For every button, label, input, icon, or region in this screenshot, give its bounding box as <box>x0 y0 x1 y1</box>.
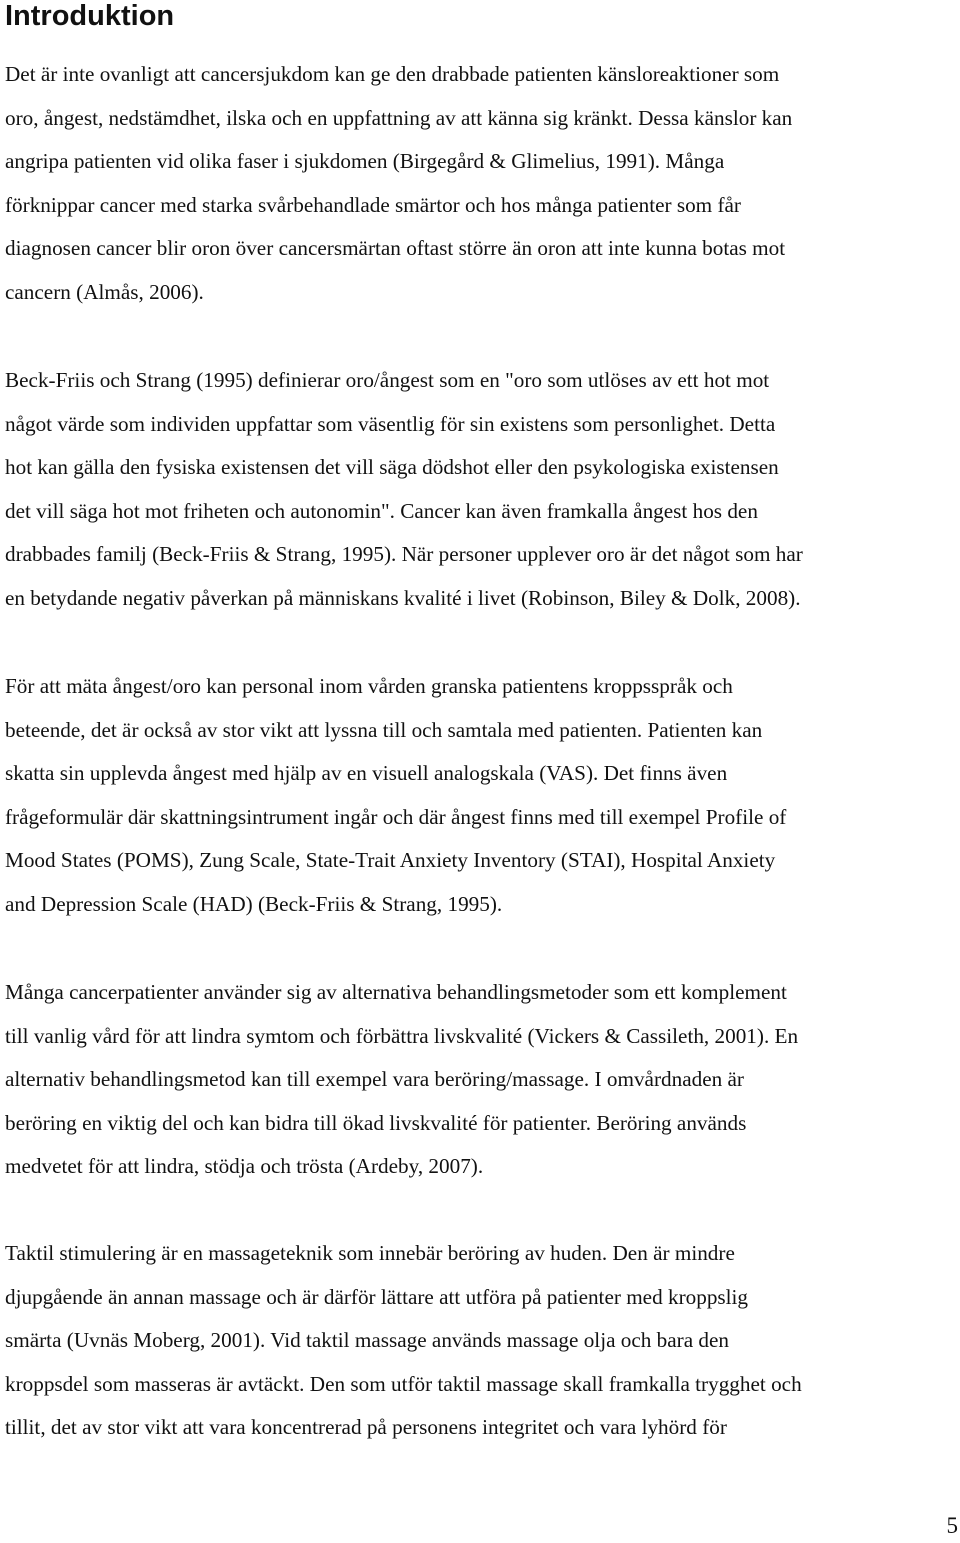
text-line: Det är inte ovanligt att cancersjukdom kan ge den drabbade patienten känsloreaktioner som <box>5 62 780 86</box>
text-line: and Depression Scale (HAD) (Beck-Friis & Strang, 1995). <box>5 891 503 916</box>
text-line: frågeformulär där skattningsintrument ingår och där ångest finns med till exempel Profile of <box>5 804 787 829</box>
text-line: hot kan gälla den fysiska existensen det vill säga dödshot eller den psykologiska existensen <box>5 455 779 480</box>
text-line: alternativ behandlingsmetod kan till exempel vara beröring/massage. I omvårdnaden är <box>5 1067 744 1092</box>
section-heading: Introduktion <box>5 0 175 32</box>
text-line: det vill säga hot mot friheten och autonomin". Cancer kan även framkalla ångest hos den <box>5 498 758 523</box>
text-line: smärta (Uvnäs Moberg, 2001). Vid taktil massage används massage olja och bara den <box>5 1328 730 1353</box>
text-line: drabbades familj (Beck-Friis & Strang, 1995). När personer upplever oro är det något som har <box>5 542 803 567</box>
text-line: För att mäta ångest/oro kan personal inom vården granska patientens kroppsspråk och <box>5 674 733 698</box>
paragraph-1 <box>5 53 957 315</box>
text-line: skatta sin upplevda ångest med hjälp av en visuell analogskala (VAS). Det finns även <box>5 761 728 786</box>
text-line: något värde som individen uppfattar som väsentlig för sin existens som personlighet. Detta <box>5 411 776 436</box>
text-line: medvetet för att lindra, stödja och trösta (Ardeby, 2007). <box>5 1154 484 1179</box>
text-line: beröring en viktig del och kan bidra till ökad livskvalité för patienter. Beröring används <box>5 1110 747 1135</box>
text-line: förknippar cancer med starka svårbehandlade smärtor och hos många patienter som får <box>5 192 741 217</box>
paragraph-3 <box>5 665 957 927</box>
text-line: Taktil stimulering är en massageteknik som innebär beröring av huden. Den är mindre <box>5 1241 735 1265</box>
paragraph-2 <box>5 359 957 621</box>
text-line: cancern (Almås, 2006). <box>5 279 204 304</box>
page-number: 5 <box>946 1513 958 1538</box>
text-line: diagnosen cancer blir oron över cancersmärtan oftast större än oron att inte kunna botas mot <box>5 236 786 261</box>
text-line: djupgående än annan massage och är därför lättare att utföra på patienter med kroppslig <box>5 1284 749 1309</box>
text-line: kroppsdel som masseras är avtäckt. Den som utför taktil massage skall framkalla trygghet och <box>5 1371 802 1396</box>
text-line: till vanlig vård för att lindra symtom och förbättra livskvalité (Vickers & Cassileth, 2001). En <box>5 1023 799 1048</box>
text-line: en betydande negativ påverkan på människans kvalité i livet (Robinson, Biley & Dolk, 2008). <box>5 585 801 610</box>
text-line: oro, ångest, nedstämdhet, ilska och en uppfattning av att känna sig kränkt. Dessa känslor kan <box>5 105 793 130</box>
paragraph-5 <box>5 1232 957 1450</box>
text-line: Många cancerpatienter använder sig av alternativa behandlingsmetoder som ett komplement <box>5 980 787 1004</box>
text-line: Mood States (POMS), Zung Scale, State-Trait Anxiety Inventory (STAI), Hospital Anxiety <box>5 848 776 873</box>
text-line: angripa patienten vid olika faser i sjukdomen (Birgegård & Glimelius, 1991). Många <box>5 149 725 174</box>
text-line: Beck-Friis och Strang (1995) definierar oro/ångest som en "oro som utlöses av ett hot mot <box>5 368 770 392</box>
text-line: tillit, det av stor vikt att vara koncentrerad på personens integritet och vara lyhörd för <box>5 1415 727 1440</box>
text-line: beteende, det är också av stor vikt att lyssna till och samtala med patienten. Patienten kan <box>5 717 763 742</box>
paragraph-4 <box>5 971 957 1189</box>
